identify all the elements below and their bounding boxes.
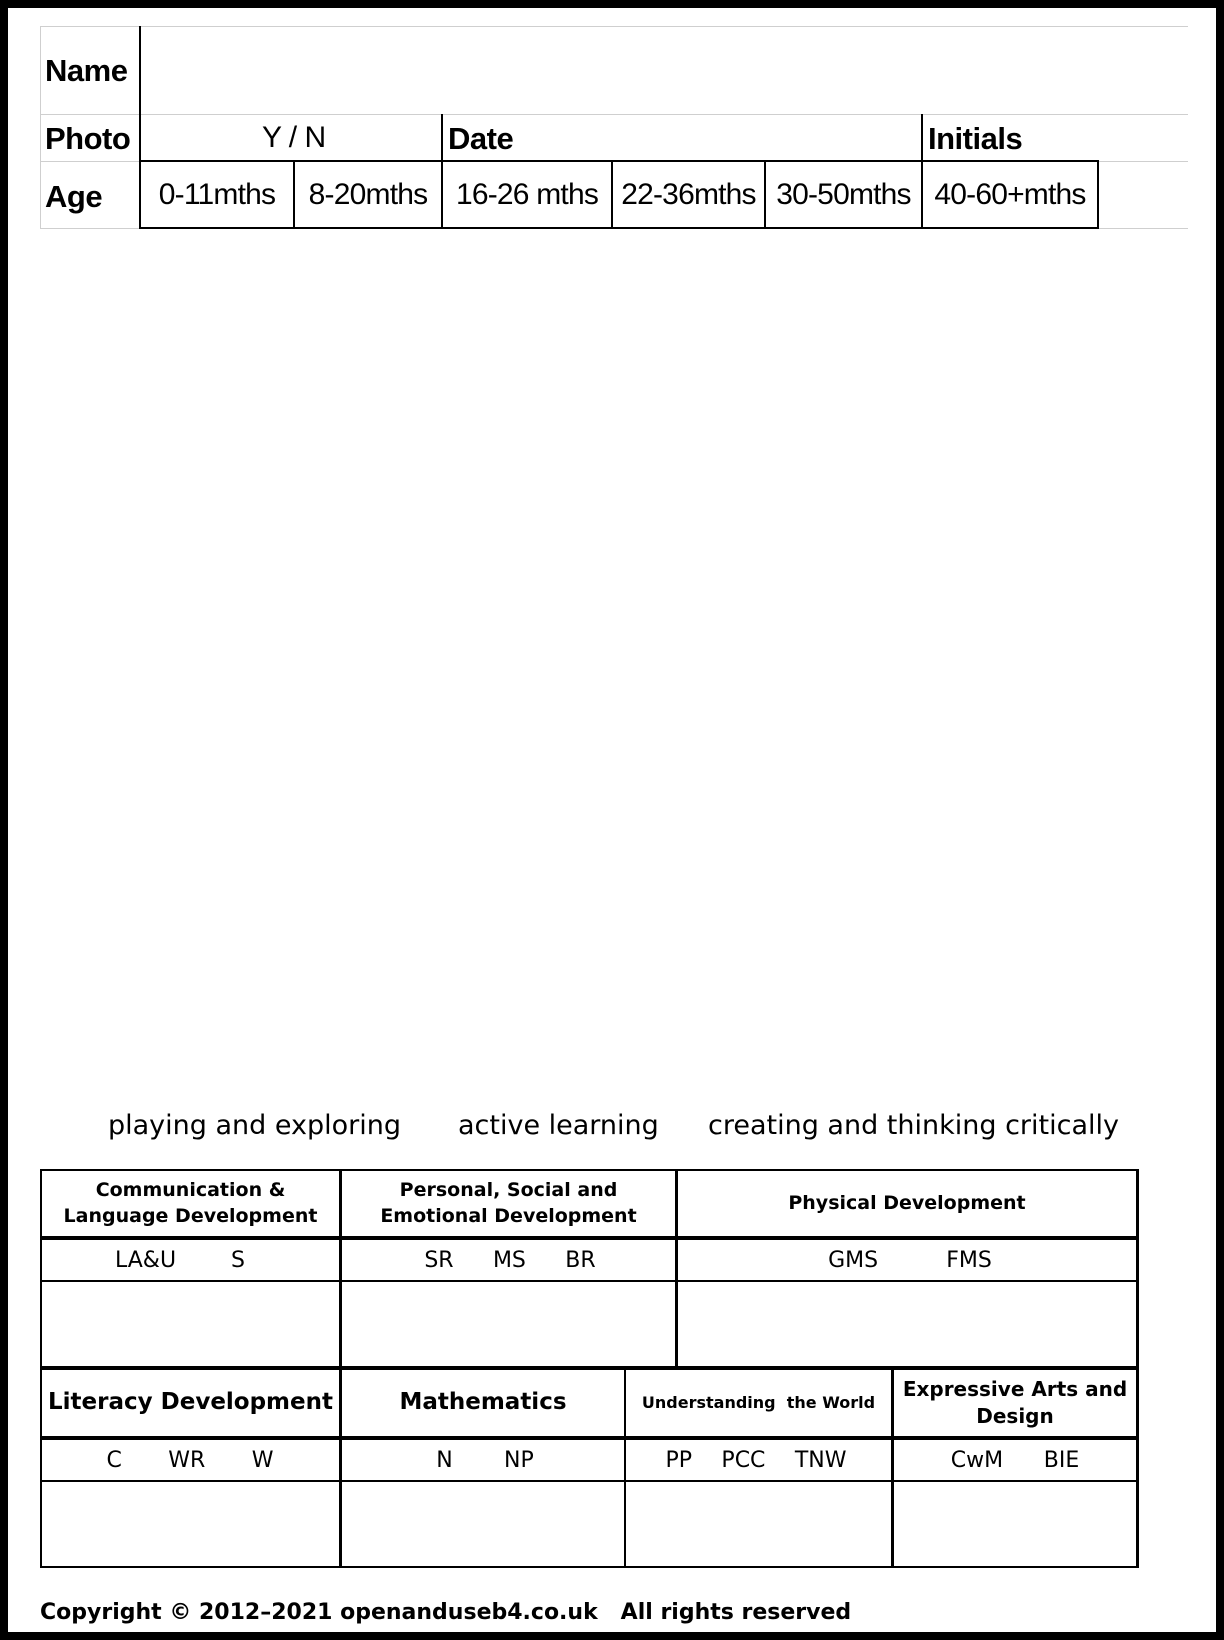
- notes-cell[interactable]: [342, 1282, 675, 1366]
- notes-cell[interactable]: [894, 1482, 1136, 1566]
- area-title-line: Personal, Social and: [399, 1178, 618, 1201]
- aspect-wr[interactable]: WR: [168, 1447, 206, 1473]
- area-heading-personal-social-emotional: [342, 1171, 675, 1236]
- notes-cell[interactable]: [678, 1282, 1136, 1366]
- characteristic-playing-exploring[interactable]: playing and exploring: [108, 1110, 402, 1141]
- area-heading-communication-language: [42, 1171, 339, 1236]
- grid-line: [40, 114, 1188, 115]
- grid-line: [1136, 1169, 1139, 1568]
- aspects-literacy: [60, 1440, 320, 1480]
- aspect-w[interactable]: W: [251, 1447, 274, 1473]
- notes-cell[interactable]: [42, 1282, 339, 1366]
- aspect-br[interactable]: BR: [565, 1247, 596, 1273]
- date-label: Date: [448, 121, 514, 156]
- age-band[interactable]: 8-20mths: [308, 178, 428, 211]
- area-title-line: Emotional Development: [380, 1204, 637, 1227]
- aspects-expressive-arts: [910, 1440, 1120, 1480]
- aspects-mathematics: [385, 1440, 585, 1480]
- area-heading-expressive-arts: [894, 1370, 1136, 1436]
- age-band[interactable]: 30-50mths: [776, 178, 911, 211]
- aspect-bie[interactable]: BIE: [1043, 1447, 1080, 1473]
- initials-label: Initials: [928, 121, 1023, 156]
- aspect-s[interactable]: S: [231, 1247, 246, 1273]
- initials-field[interactable]: [1040, 121, 1180, 157]
- area-heading-literacy: Literacy Development: [48, 1389, 333, 1416]
- grid-line: [40, 26, 1188, 27]
- aspect-cwm[interactable]: CwM: [950, 1447, 1004, 1473]
- characteristic-active-learning[interactable]: active learning: [458, 1110, 659, 1141]
- age-band[interactable]: 0-11mths: [158, 178, 276, 211]
- area-title-line: Language Development: [63, 1204, 318, 1227]
- area-title-line: Design: [976, 1404, 1054, 1428]
- aspect-c[interactable]: C: [106, 1447, 122, 1473]
- grid-line: [40, 1566, 1138, 1568]
- aspect-pcc[interactable]: PCC: [721, 1447, 766, 1473]
- area-heading-physical-development: Physical Development: [788, 1191, 1026, 1214]
- age-label: Age: [45, 179, 103, 214]
- aspect-np[interactable]: NP: [504, 1447, 534, 1473]
- area-heading-mathematics: Mathematics: [399, 1389, 567, 1416]
- age-band[interactable]: 22-36mths: [621, 178, 756, 211]
- grid-line: [40, 26, 41, 229]
- aspect-n[interactable]: N: [436, 1447, 453, 1473]
- copyright-notice: Copyright © 2012–2021 openanduseb4.co.uk All rights reserved: [40, 1600, 852, 1625]
- aspect-tnw[interactable]: TNW: [794, 1447, 847, 1473]
- date-field[interactable]: [530, 121, 910, 157]
- aspects-physical-development: [760, 1240, 1060, 1280]
- aspects-communication-language: [60, 1240, 300, 1280]
- name-field[interactable]: [150, 53, 1180, 93]
- aspects-personal-social-emotional: [385, 1240, 635, 1280]
- age-band[interactable]: 16-26 mths: [455, 178, 599, 211]
- name-label: Name: [45, 53, 128, 88]
- characteristic-creating-thinking[interactable]: creating and thinking critically: [708, 1110, 1119, 1141]
- notes-cell[interactable]: [626, 1482, 891, 1566]
- photo-value[interactable]: Y / N: [262, 121, 326, 154]
- notes-cell[interactable]: [42, 1482, 339, 1566]
- aspect-lau[interactable]: LA&U: [114, 1247, 177, 1273]
- aspect-fms[interactable]: FMS: [946, 1247, 992, 1273]
- area-heading-understanding-world: Understanding the World: [641, 1393, 876, 1413]
- notes-cell[interactable]: [342, 1482, 624, 1566]
- aspect-ms[interactable]: MS: [492, 1247, 526, 1273]
- aspect-pp[interactable]: PP: [665, 1447, 692, 1473]
- aspect-sr[interactable]: SR: [424, 1247, 454, 1273]
- age-band[interactable]: 40-60+mths: [934, 178, 1086, 211]
- area-title-line: Communication &: [95, 1178, 286, 1201]
- aspect-gms[interactable]: GMS: [828, 1247, 879, 1273]
- photo-label: Photo: [45, 121, 131, 156]
- observation-area[interactable]: [40, 240, 1188, 1090]
- area-title-line: Expressive Arts and: [902, 1377, 1128, 1401]
- age-divider: [1097, 160, 1099, 229]
- aspects-understanding-world: [636, 1440, 876, 1480]
